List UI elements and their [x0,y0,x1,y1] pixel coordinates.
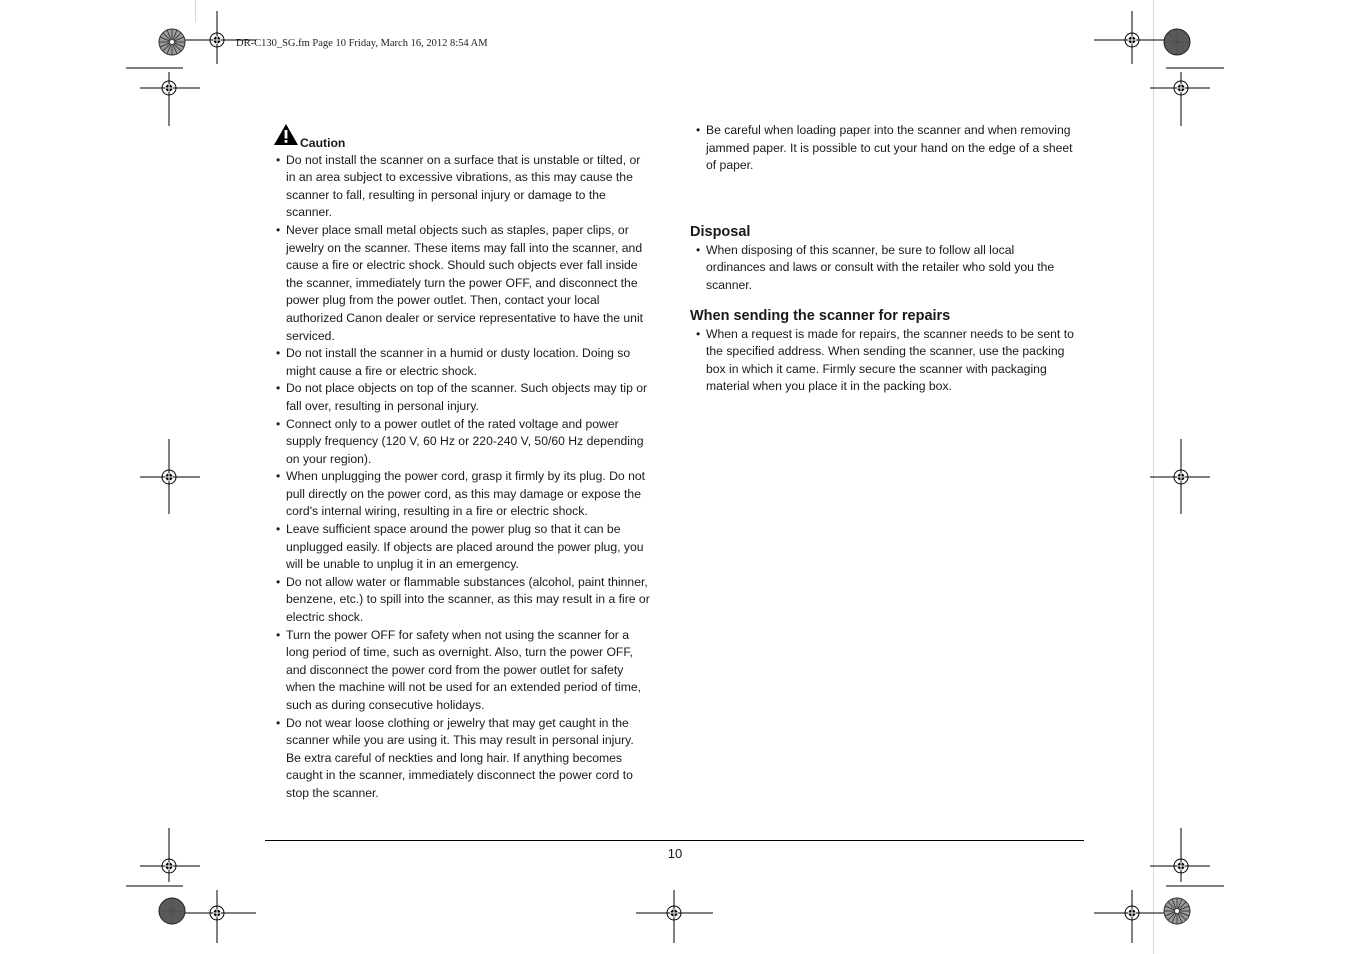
list-item: • Do not install the scanner in a humid or dusty location. Doing so might cause a fire or electric shock. [274,345,652,380]
list-item: • Be careful when loading paper into the scanner and when removing jammed paper. It is possible to cut your hand on the edge of a sheet of paper. [694,122,1074,175]
list-item: • Never place small metal objects such as staples, paper clips, or jewelry on the scanner. These items may fall into the scanner, and cause a fire or electric shock. Should such objects ever fall inside the scanner, immediately turn the power OFF, and disconnect the power plug from the power outlet. Then, contact your local authorized Canon dealer or service representative to have the unit serviced. [274,222,652,345]
caution-list [274,152,652,803]
page-number: 10 [667,846,683,861]
caution-section [274,124,652,803]
caution-label: Caution [300,135,346,150]
print-file-info: DR-C130_SG.fm Page 10 Friday, March 16, 2012 8:54 AM [236,38,488,49]
right-column [690,122,1074,396]
caution-continued-list [694,122,1074,175]
disposal-list [694,242,1074,295]
list-item: • Do not place objects on top of the scanner. Such objects may tip or fall over, resulting in personal injury. [274,380,652,415]
list-item: • Leave sufficient space around the power plug so that it can be unplugged easily. If objects are placed around the power plug, you will be unable to unplug it in an emergency. [274,521,652,574]
list-item: • Connect only to a power outlet of the rated voltage and power supply frequency (120 V, 60 Hz or 220-240 V, 50/60 Hz depending on your region). [274,416,652,469]
list-item: • When a request is made for repairs, the scanner needs to be sent to the specified address. When sending the scanner, use the packing box in which it came. Firmly secure the scanner with packaging material when you place it in the packing box. [694,326,1074,396]
footer-rule [265,840,1084,841]
warning-triangle-icon [274,124,298,151]
list-item: • Do not allow water or flammable substances (alcohol, paint thinner, benzene, etc.) to spill into the scanner, as this may result in a fire or electric shock. [274,574,652,627]
list-item: • Do not wear loose clothing or jewelry that may get caught in the scanner while you are using it. This may result in personal injury. Be extra careful of neckties and long hair. If anything becomes caught in the scanner, immediately disconnect the power cord to stop the scanner. [274,715,652,803]
caution-heading [274,124,652,151]
repairs-list [694,326,1074,396]
list-item: • When unplugging the power cord, grasp it firmly by its plug. Do not pull directly on the power cord, as this may damage or expose the cord's internal wiring, resulting in a fire or electric shock. [274,468,652,521]
list-item: • When disposing of this scanner, be sure to follow all local ordinances and laws or consult with the retailer who sold you the scanner. [694,242,1074,295]
disposal-heading: Disposal [690,223,751,240]
repairs-heading: When sending the scanner for repairs [690,307,951,324]
list-item: • Turn the power OFF for safety when not using the scanner for a long period of time, such as overnight. Also, turn the power OFF, and disconnect the power cord from the power outlet for safety when the machine will not be used for an extended period of time, such as during consecutive holidays. [274,627,652,715]
list-item: • Do not install the scanner on a surface that is unstable or tilted, or in an area subject to excessive vibrations, as this may cause the scanner to fall, resulting in personal injury or damage to the scanner. [274,152,652,222]
